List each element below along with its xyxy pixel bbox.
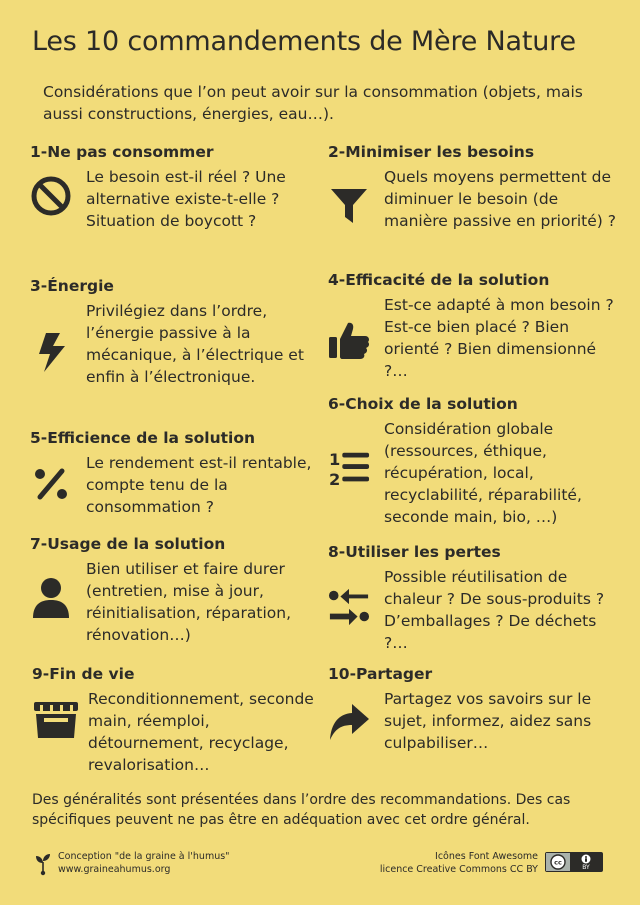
section-heading: 5-Efficience de la solution <box>30 429 256 447</box>
credit-icons <box>380 851 538 876</box>
section-heading: 6-Choix de la solution <box>328 395 518 413</box>
section-6 <box>328 394 628 528</box>
section-heading: 3-Énergie <box>30 277 114 295</box>
section-9 <box>32 664 332 776</box>
sprout-icon <box>34 852 52 876</box>
badge-label: BY <box>582 863 590 871</box>
section-text: Reconditionnement, seconde main, réemploi, détournement, recyclage, revalorisation… <box>88 690 314 774</box>
credit-line: Icônes Font Awesome <box>435 851 538 862</box>
section-heading: 1-Ne pas consommer <box>30 143 214 161</box>
section-7 <box>30 534 330 646</box>
ban-icon <box>30 174 72 218</box>
cc-by-badge <box>545 852 603 872</box>
bolt-icon <box>30 330 72 374</box>
store-icon <box>32 698 80 742</box>
filter-icon <box>328 184 370 228</box>
svg-text:2: 2 <box>328 470 341 489</box>
credit-line: licence Creative Commons CC BY <box>379 863 538 875</box>
section-text: Considération globale (ressources, éthique, récupération, local, recyclabilité, réparabilité, seconde main, bio, …) <box>384 420 582 526</box>
section-10 <box>328 664 628 754</box>
list-ol-icon <box>328 446 370 490</box>
section-2 <box>328 142 628 232</box>
section-3 <box>30 276 330 388</box>
website-link[interactable]: www.graineahumus.org <box>58 863 171 875</box>
section-text: Privilégiez dans l’ordre, l’énergie passive à la mécanique, à l’électrique et enfin à l’électronique. <box>86 302 304 386</box>
section-4 <box>328 270 628 382</box>
section-text: Quels moyens permettent de diminuer le besoin (de manière passive en priorité) ? <box>384 168 616 230</box>
section-text: Le besoin est-il réel ? Une alternative existe-t-elle ? Situation de boycott ? <box>86 168 286 230</box>
svg-text:cc: cc <box>554 858 562 867</box>
section-text: Bien utiliser et faire durer (entretien, mise à jour, réinitialisation, réparation, rénovation…) <box>86 560 292 644</box>
credit-conception <box>34 851 230 876</box>
svg-text:1: 1 <box>328 450 341 470</box>
section-heading: 4-Efficacité de la solution <box>328 271 550 289</box>
credit-line: Conception "de la graine à l'humus" <box>58 851 230 862</box>
section-heading: 7-Usage de la solution <box>30 535 226 553</box>
section-text: Possible réutilisation de chaleur ? De sous-produits ? D’emballages ? De déchets ?… <box>384 568 605 652</box>
section-text: Le rendement est-il rentable, compte tenu de la consommation ? <box>86 454 312 516</box>
section-text: Partagez vos savoirs sur le sujet, informez, aidez sans culpabiliser… <box>384 690 592 752</box>
cc-icon <box>546 853 570 871</box>
intro-text: Considérations que l’on peut avoir sur la consommation (objets, mais aussi constructions, énergies, eau…). <box>43 83 583 123</box>
by-person-icon <box>581 854 591 864</box>
section-5 <box>30 428 330 518</box>
section-heading: 10-Partager <box>328 665 433 683</box>
share-icon <box>328 700 370 744</box>
section-heading: 8-Utiliser les pertes <box>328 543 501 561</box>
exchange-icon <box>328 584 370 628</box>
page-title: Les 10 commandements de Mère Nature <box>32 26 576 57</box>
footer-note: Des généralités sont présentées dans l’ordre des recommandations. Des cas spécifiques peuvent ne pas être en adéquation avec cet ordre général. <box>32 792 571 828</box>
section-heading: 2-Minimiser les besoins <box>328 143 535 161</box>
user-icon <box>30 576 72 620</box>
section-heading: 9-Fin de vie <box>32 665 135 683</box>
section-text: Est-ce adapté à mon besoin ? Est-ce bien placé ? Bien orienté ? Bien dimensionné ?… <box>384 296 614 380</box>
percent-icon <box>30 462 72 506</box>
section-1 <box>30 142 330 232</box>
section-8 <box>328 542 628 654</box>
thumbs-up-icon <box>328 318 370 362</box>
